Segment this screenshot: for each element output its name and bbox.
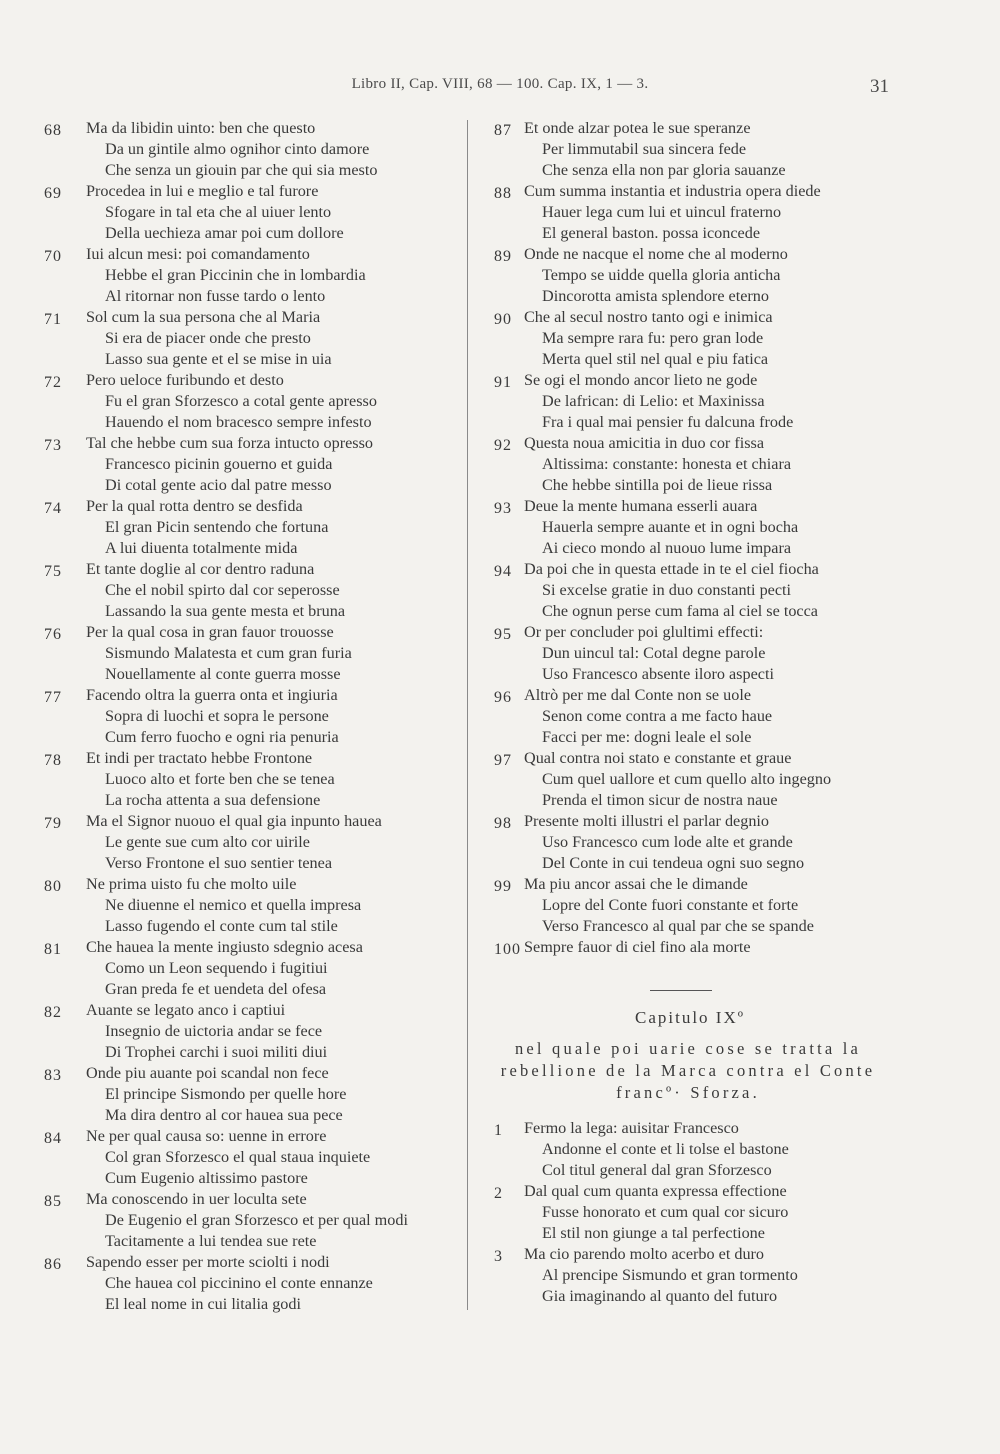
stanza <box>494 244 934 307</box>
verse-line <box>494 160 934 181</box>
verse-text: A lui diuenta totalmente mida <box>105 539 298 557</box>
stanza <box>494 1244 924 1307</box>
verse-line <box>494 475 934 496</box>
verse-text: Ne diuenne el nemico et quella impresa <box>105 896 362 914</box>
verse-line <box>44 349 464 370</box>
verse-line <box>44 727 464 748</box>
verse-text: Ne prima uisto fu che molto uile <box>86 875 297 893</box>
verse-text: Col titul general dal gran Sforzesco <box>542 1161 772 1179</box>
verse-line <box>44 538 464 559</box>
verse-text: Ma da libidin uinto: ben che questo <box>86 119 316 137</box>
running-head: Libro II, Cap. VIII, 68 — 100. Cap. IX, 1 — 3. <box>351 76 649 92</box>
verse-line <box>494 538 934 559</box>
verse-line <box>494 601 934 622</box>
left-column <box>44 118 464 1315</box>
verse-text: Verso Francesco al qual par che se spande <box>542 917 814 935</box>
verse-text: Di cotal gente acio dal patre messo <box>105 476 332 494</box>
stanza <box>494 307 934 370</box>
verse-text: Hauendo el nom bracesco sempre infesto <box>105 413 372 431</box>
verse-text: Al ritornar non fusse tardo o lento <box>105 287 326 305</box>
stanza-number: 96 <box>494 689 512 706</box>
page-number: 31 <box>870 76 889 97</box>
stanza-number: 81 <box>44 941 62 958</box>
stanza-number: 79 <box>44 815 62 832</box>
stanza <box>494 496 934 559</box>
chapter-subtitle-line: rebellione de la Marca contra el Conte <box>500 1061 876 1080</box>
verse-text: Da poi che in questa ettade in te el ciel fiocha <box>524 560 819 578</box>
verse-text: Et indi per tractato hebbe Frontone <box>86 749 313 767</box>
verse-text: Fusse honorato et cum qual cor sicuro <box>542 1203 789 1221</box>
stanza-number: 97 <box>494 752 512 769</box>
verse-text: Lasso fugendo el conte cum tal stile <box>105 917 338 935</box>
chapter-subtitle-line: nel quale poi uarie cose se tratta la <box>514 1039 862 1058</box>
verse-line <box>44 517 464 538</box>
stanza <box>44 874 464 937</box>
verse-line <box>494 559 934 580</box>
stanza-number: 91 <box>494 374 512 391</box>
verse-line <box>494 664 934 685</box>
stanza <box>44 748 464 811</box>
verse-text: Iui alcun mesi: poi comandamento <box>86 245 310 263</box>
verse-line <box>494 265 934 286</box>
verse-text: Altrò per me dal Conte non se uole <box>524 686 752 704</box>
stanza <box>44 433 464 496</box>
verse-text: Fu el gran Sforzesco a cotal gente apresso <box>105 392 377 410</box>
verse-line <box>494 1139 924 1160</box>
verse-line <box>494 706 934 727</box>
verse-line <box>44 559 464 580</box>
verse-line <box>494 790 934 811</box>
column-divider <box>467 120 468 1310</box>
stanza <box>494 118 934 181</box>
verse-line <box>44 1189 464 1210</box>
verse-text: Deue la mente humana esserli auara <box>524 497 758 515</box>
stanza-number: 1 <box>494 1122 503 1139</box>
verse-text: Cum Eugenio altissimo pastore <box>105 1169 308 1187</box>
verse-line <box>44 328 464 349</box>
stanza-number: 69 <box>44 185 62 202</box>
verse-text: Che el nobil spirto dal cor seperosse <box>105 581 340 599</box>
stanza <box>44 937 464 1000</box>
verse-line <box>494 811 934 832</box>
verse-line <box>44 1021 464 1042</box>
verse-line <box>44 1273 464 1294</box>
verse-line <box>494 412 934 433</box>
stanza-number: 85 <box>44 1193 62 1210</box>
stanza <box>44 181 464 244</box>
verse-line <box>44 1105 464 1126</box>
stanza <box>44 559 464 622</box>
verse-text: Or per concluder poi glultimi effecti: <box>524 623 764 641</box>
verse-text: Lassando la sua gente mesta et bruna <box>105 602 346 620</box>
stanza-number: 82 <box>44 1004 62 1021</box>
verse-text: Insegnio de uictoria andar se fece <box>105 1022 323 1040</box>
stanza-number: 68 <box>44 122 62 139</box>
verse-text: Luoco alto et forte ben che se tenea <box>105 770 335 788</box>
verse-text: Et onde alzar potea le sue speranze <box>524 119 751 137</box>
verse-line <box>494 1223 924 1244</box>
verse-line <box>44 139 464 160</box>
verse-line <box>494 181 934 202</box>
verse-text: Ma el Signor nuouo el qual gia inpunto hauea <box>86 812 382 830</box>
verse-line <box>44 265 464 286</box>
stanza-number: 74 <box>44 500 62 517</box>
verse-text: Del Conte in cui tendeua ogni suo segno <box>542 854 805 872</box>
verse-text: Sopra di luochi et sopra le persone <box>105 707 329 725</box>
verse-line <box>44 1294 464 1315</box>
verse-text: Al prencipe Sismundo et gran tormento <box>542 1266 798 1284</box>
verse-line <box>494 349 934 370</box>
verse-text: Tal che hebbe cum sua forza intucto opresso <box>86 434 373 452</box>
verse-line <box>44 1063 464 1084</box>
stanza <box>494 370 934 433</box>
verse-text: Sapendo esser per morte sciolti i nodi <box>86 1253 330 1271</box>
verse-line <box>44 202 464 223</box>
verse-text: Della uechieza amar poi cum dollore <box>105 224 344 242</box>
verse-line <box>44 664 464 685</box>
verse-text: Cum summa instantia et industria opera diede <box>524 182 821 200</box>
verse-line <box>44 433 464 454</box>
verse-text: Hauerla sempre auante et in ogni bocha <box>542 518 799 536</box>
stanza <box>44 811 464 874</box>
verse-text: Uso Francesco cum lode alte et grande <box>542 833 793 851</box>
verse-text: Che hebbe sintilla poi de lieue rissa <box>542 476 773 494</box>
verse-text: Dincorotta amista splendore eterno <box>542 287 769 305</box>
verse-text: El general baston. possa iconcede <box>542 224 761 242</box>
verse-line <box>44 769 464 790</box>
verse-line <box>44 937 464 958</box>
verse-line <box>44 958 464 979</box>
verse-line <box>494 643 934 664</box>
verse-text: Che senza un giouin par che qui sia mesto <box>105 161 378 179</box>
verse-text: La rocha attenta a sua defensione <box>105 791 321 809</box>
verse-line <box>494 622 934 643</box>
verse-line <box>494 202 934 223</box>
stanza <box>44 244 464 307</box>
verse-line <box>44 685 464 706</box>
verse-line <box>494 1244 924 1265</box>
verse-line <box>44 1210 464 1231</box>
verse-line <box>494 391 934 412</box>
stanza-number: 75 <box>44 563 62 580</box>
stanza <box>494 181 934 244</box>
verse-line <box>44 391 464 412</box>
verse-text: Ma piu ancor assai che le dimande <box>524 875 748 893</box>
stanza-number: 100 <box>494 941 521 958</box>
chapter-subtitle-line: francº· Sforza. <box>616 1083 760 1102</box>
verse-line <box>494 1286 924 1307</box>
stanza <box>494 559 934 622</box>
verse-text: Et tante doglie al cor dentro raduna <box>86 560 315 578</box>
verse-text: El gran Picin sentendo che fortuna <box>105 518 329 536</box>
stanza-number: 76 <box>44 626 62 643</box>
verse-text: Dal qual cum quanta expressa effectione <box>524 1182 787 1200</box>
verse-line <box>44 916 464 937</box>
verse-text: Ma conoscendo in uer loculta sete <box>86 1190 307 1208</box>
stanza <box>44 622 464 685</box>
verse-line <box>494 832 934 853</box>
verse-line <box>494 727 934 748</box>
verse-line <box>44 160 464 181</box>
verse-line <box>494 895 934 916</box>
verse-text: Fermo la lega: auisitar Francesco <box>524 1119 739 1137</box>
verse-line <box>44 1084 464 1105</box>
stanza-number: 78 <box>44 752 62 769</box>
stanza-number: 73 <box>44 437 62 454</box>
verse-text: Merta quel stil nel qual e piu fatica <box>542 350 769 368</box>
verse-text: De Eugenio el gran Sforzesco et per qual modi <box>105 1211 408 1229</box>
verse-text: Altissima: constante: honesta et chiara <box>542 455 792 473</box>
verse-line <box>494 223 934 244</box>
verse-text: Che al secul nostro tanto ogi e inimica <box>524 308 773 326</box>
verse-text: Sfogare in tal eta che al uiuer lento <box>105 203 332 221</box>
verse-line <box>44 748 464 769</box>
verse-text: Fra i qual mai pensier fu dalcuna frode <box>542 413 794 431</box>
verse-text: Prenda el timon sicur de nostra naue <box>542 791 778 809</box>
stanza-number: 71 <box>44 311 62 328</box>
verse-line <box>44 307 464 328</box>
stanza-number: 92 <box>494 437 512 454</box>
right-column <box>494 118 934 958</box>
verse-text: Facci per me: dogni leale el sole <box>542 728 752 746</box>
verse-line <box>44 496 464 517</box>
verse-line <box>44 601 464 622</box>
verse-line <box>494 496 934 517</box>
stanza <box>494 748 934 811</box>
verse-text: Sismundo Malatesta et cum gran furia <box>105 644 352 662</box>
verse-text: Uso Francesco absente iloro aspecti <box>542 665 774 683</box>
verse-text: Tempo se uidde quella gloria anticha <box>542 266 781 284</box>
stanza <box>494 622 934 685</box>
verse-line <box>44 580 464 601</box>
verse-text: Dun uincul tal: Cotal degne parole <box>542 644 766 662</box>
stanza-number: 87 <box>494 122 512 139</box>
verse-line <box>494 139 934 160</box>
verse-line <box>494 874 934 895</box>
verse-text: Gran preda fe et uendeta del ofesa <box>105 980 327 998</box>
verse-line <box>44 118 464 139</box>
verse-text: Hebbe el gran Piccinin che in lombardia <box>105 266 366 284</box>
stanza <box>44 307 464 370</box>
verse-text: Ne per qual causa so: uenne in errore <box>86 1127 327 1145</box>
verse-line <box>44 1168 464 1189</box>
verse-line <box>44 1252 464 1273</box>
verse-line <box>494 580 934 601</box>
stanza-number: 80 <box>44 878 62 895</box>
verse-text: Auante se legato anco i captiui <box>86 1001 286 1019</box>
verse-line <box>44 832 464 853</box>
verse-line <box>44 370 464 391</box>
verse-line <box>494 1118 924 1139</box>
verse-line <box>44 790 464 811</box>
verse-line <box>44 811 464 832</box>
verse-text: Col gran Sforzesco el qual staua inquiete <box>105 1148 371 1166</box>
stanza <box>44 1126 464 1189</box>
chapter-ix-stanzas <box>494 1118 924 1307</box>
verse-text: Che ognun perse cum fama al ciel se tocca <box>542 602 818 620</box>
verse-text: Francesco picinin gouerno et guida <box>105 455 333 473</box>
verse-text: Di Trophei carchi i suoi militi diui <box>105 1043 328 1061</box>
verse-text: Nouellamente al conte guerra mosse <box>105 665 341 683</box>
stanza-number: 99 <box>494 878 512 895</box>
verse-line <box>494 370 934 391</box>
verse-text: Andonne el conte et li tolse el bastone <box>542 1140 789 1158</box>
verse-text: Hauer lega cum lui et uincul fraterno <box>542 203 782 221</box>
verse-text: Verso Frontone el suo sentier tenea <box>105 854 333 872</box>
verse-text: Che hauea la mente ingiusto sdegnio acesa <box>86 938 363 956</box>
verse-line <box>494 685 934 706</box>
verse-text: Ma cio parendo molto acerbo et duro <box>524 1245 765 1263</box>
verse-text: Pero ueloce furibundo et desto <box>86 371 284 389</box>
verse-line <box>494 1265 924 1286</box>
verse-text: Lasso sua gente et el se mise in uia <box>105 350 332 368</box>
verse-line <box>494 1202 924 1223</box>
stanza-number: 90 <box>494 311 512 328</box>
stanza-number: 86 <box>44 1256 62 1273</box>
verse-line <box>44 853 464 874</box>
verse-text: Ai cieco mondo al nuouo lume impara <box>542 539 792 557</box>
verse-line <box>494 286 934 307</box>
chapter-heading: Capitulo IXº <box>634 1008 745 1027</box>
verse-text: Che senza ella non par gloria sauanze <box>542 161 786 179</box>
verse-line <box>494 517 934 538</box>
verse-text: Tacitamente a lui tendea sue rete <box>105 1232 317 1250</box>
stanza-number: 72 <box>44 374 62 391</box>
stanza-number: 94 <box>494 563 512 580</box>
verse-line <box>44 244 464 265</box>
verse-line <box>44 622 464 643</box>
verse-text: Qual contra noi stato e constante et graue <box>524 749 792 767</box>
verse-text: Se ogi el mondo ancor lieto ne gode <box>524 371 758 389</box>
verse-text: Cum quel uallore et cum quello alto ingegno <box>542 770 832 788</box>
verse-text: Como un Leon sequendo i fugitiui <box>105 959 328 977</box>
stanza-number: 3 <box>494 1248 503 1265</box>
verse-line <box>494 433 934 454</box>
verse-line <box>494 1160 924 1181</box>
verse-text: Lopre del Conte fuori constante et forte <box>542 896 799 914</box>
verse-line <box>44 181 464 202</box>
verse-text: Le gente sue cum alto cor uirile <box>105 833 310 851</box>
verse-text: Procedea in lui e meglio e tal furore <box>86 182 319 200</box>
verse-line <box>494 307 934 328</box>
stanza-number: 83 <box>44 1067 62 1084</box>
verse-text: Che hauea col piccinino el conte ennanze <box>105 1274 373 1292</box>
stanza-number: 98 <box>494 815 512 832</box>
verse-line <box>44 412 464 433</box>
stanza-number: 2 <box>494 1185 503 1202</box>
verse-line <box>494 454 934 475</box>
stanza <box>494 685 934 748</box>
verse-text: Senon come contra a me facto haue <box>542 707 773 725</box>
stanza <box>44 1063 464 1126</box>
verse-text: Si era de piacer onde che presto <box>105 329 311 347</box>
verse-text: Onde piu auante poi scandal non fece <box>86 1064 329 1082</box>
verse-line <box>44 1042 464 1063</box>
verse-text: Si excelse gratie in duo constanti pecti <box>542 581 792 599</box>
verse-line <box>494 853 934 874</box>
verse-text: Presente molti illustri el parlar degnio <box>524 812 770 830</box>
verse-line <box>44 643 464 664</box>
verse-text: Per limmutabil sua sincera fede <box>542 140 747 158</box>
verse-line <box>44 706 464 727</box>
stanza <box>44 685 464 748</box>
stanza-number: 88 <box>494 185 512 202</box>
verse-line <box>494 937 934 958</box>
verse-text: Facendo oltra la guerra onta et ingiuria <box>86 686 338 704</box>
verse-line <box>44 895 464 916</box>
verse-text: Ma dira dentro al cor hauea sua pece <box>105 1106 343 1124</box>
verse-line <box>494 748 934 769</box>
verse-text: El stil non giunge a tal perfectione <box>542 1224 765 1242</box>
stanza <box>494 874 934 937</box>
verse-line <box>44 286 464 307</box>
verse-text: Da un gintile almo ognihor cinto damore <box>105 140 370 158</box>
stanza <box>44 1189 464 1252</box>
stanza <box>494 1118 924 1181</box>
verse-line <box>494 1181 924 1202</box>
verse-line <box>44 475 464 496</box>
verse-text: Cum ferro fuocho e ogni ria penuria <box>105 728 339 746</box>
stanza-number: 93 <box>494 500 512 517</box>
verse-line <box>494 916 934 937</box>
verse-text: Ma sempre rara fu: pero gran lode <box>542 329 764 347</box>
verse-text: Onde ne nacque el nome che al moderno <box>524 245 788 263</box>
stanza <box>44 1252 464 1315</box>
verse-line <box>494 328 934 349</box>
verse-text: Sol cum la sua persona che al Maria <box>86 308 321 326</box>
stanza-number: 77 <box>44 689 62 706</box>
verse-line <box>44 1000 464 1021</box>
verse-text: Per la qual cosa in gran fauor trouosse <box>86 623 334 641</box>
verse-line <box>494 244 934 265</box>
verse-text: De lafrican: di Lelio: et Maxinissa <box>542 392 765 410</box>
verse-text: Questa noua amicitia in duo cor fissa <box>524 434 765 452</box>
stanza <box>494 1181 924 1244</box>
verse-text: Sempre fauor di ciel fino ala morte <box>524 938 751 956</box>
verse-line <box>44 1231 464 1252</box>
verse-line <box>494 118 934 139</box>
chapter-rule <box>650 990 712 991</box>
stanza <box>44 1000 464 1063</box>
stanza <box>494 433 934 496</box>
stanza <box>44 496 464 559</box>
stanza <box>494 937 934 958</box>
stanza-number: 89 <box>494 248 512 265</box>
verse-text: Per la qual rotta dentro se desfida <box>86 497 303 515</box>
verse-text: Gia imaginando al quanto del futuro <box>542 1287 778 1305</box>
stanza-number: 95 <box>494 626 512 643</box>
stanza <box>44 370 464 433</box>
verse-line <box>44 979 464 1000</box>
verse-line <box>44 454 464 475</box>
stanza-number: 84 <box>44 1130 62 1147</box>
stanza <box>494 811 934 874</box>
verse-text: El principe Sismondo per quelle hore <box>105 1085 347 1103</box>
verse-line <box>494 769 934 790</box>
verse-line <box>44 874 464 895</box>
verse-line <box>44 1147 464 1168</box>
stanza-number: 70 <box>44 248 62 265</box>
verse-line <box>44 223 464 244</box>
verse-text: El leal nome in cui litalia godi <box>105 1295 301 1313</box>
verse-line <box>44 1126 464 1147</box>
stanza <box>44 118 464 181</box>
